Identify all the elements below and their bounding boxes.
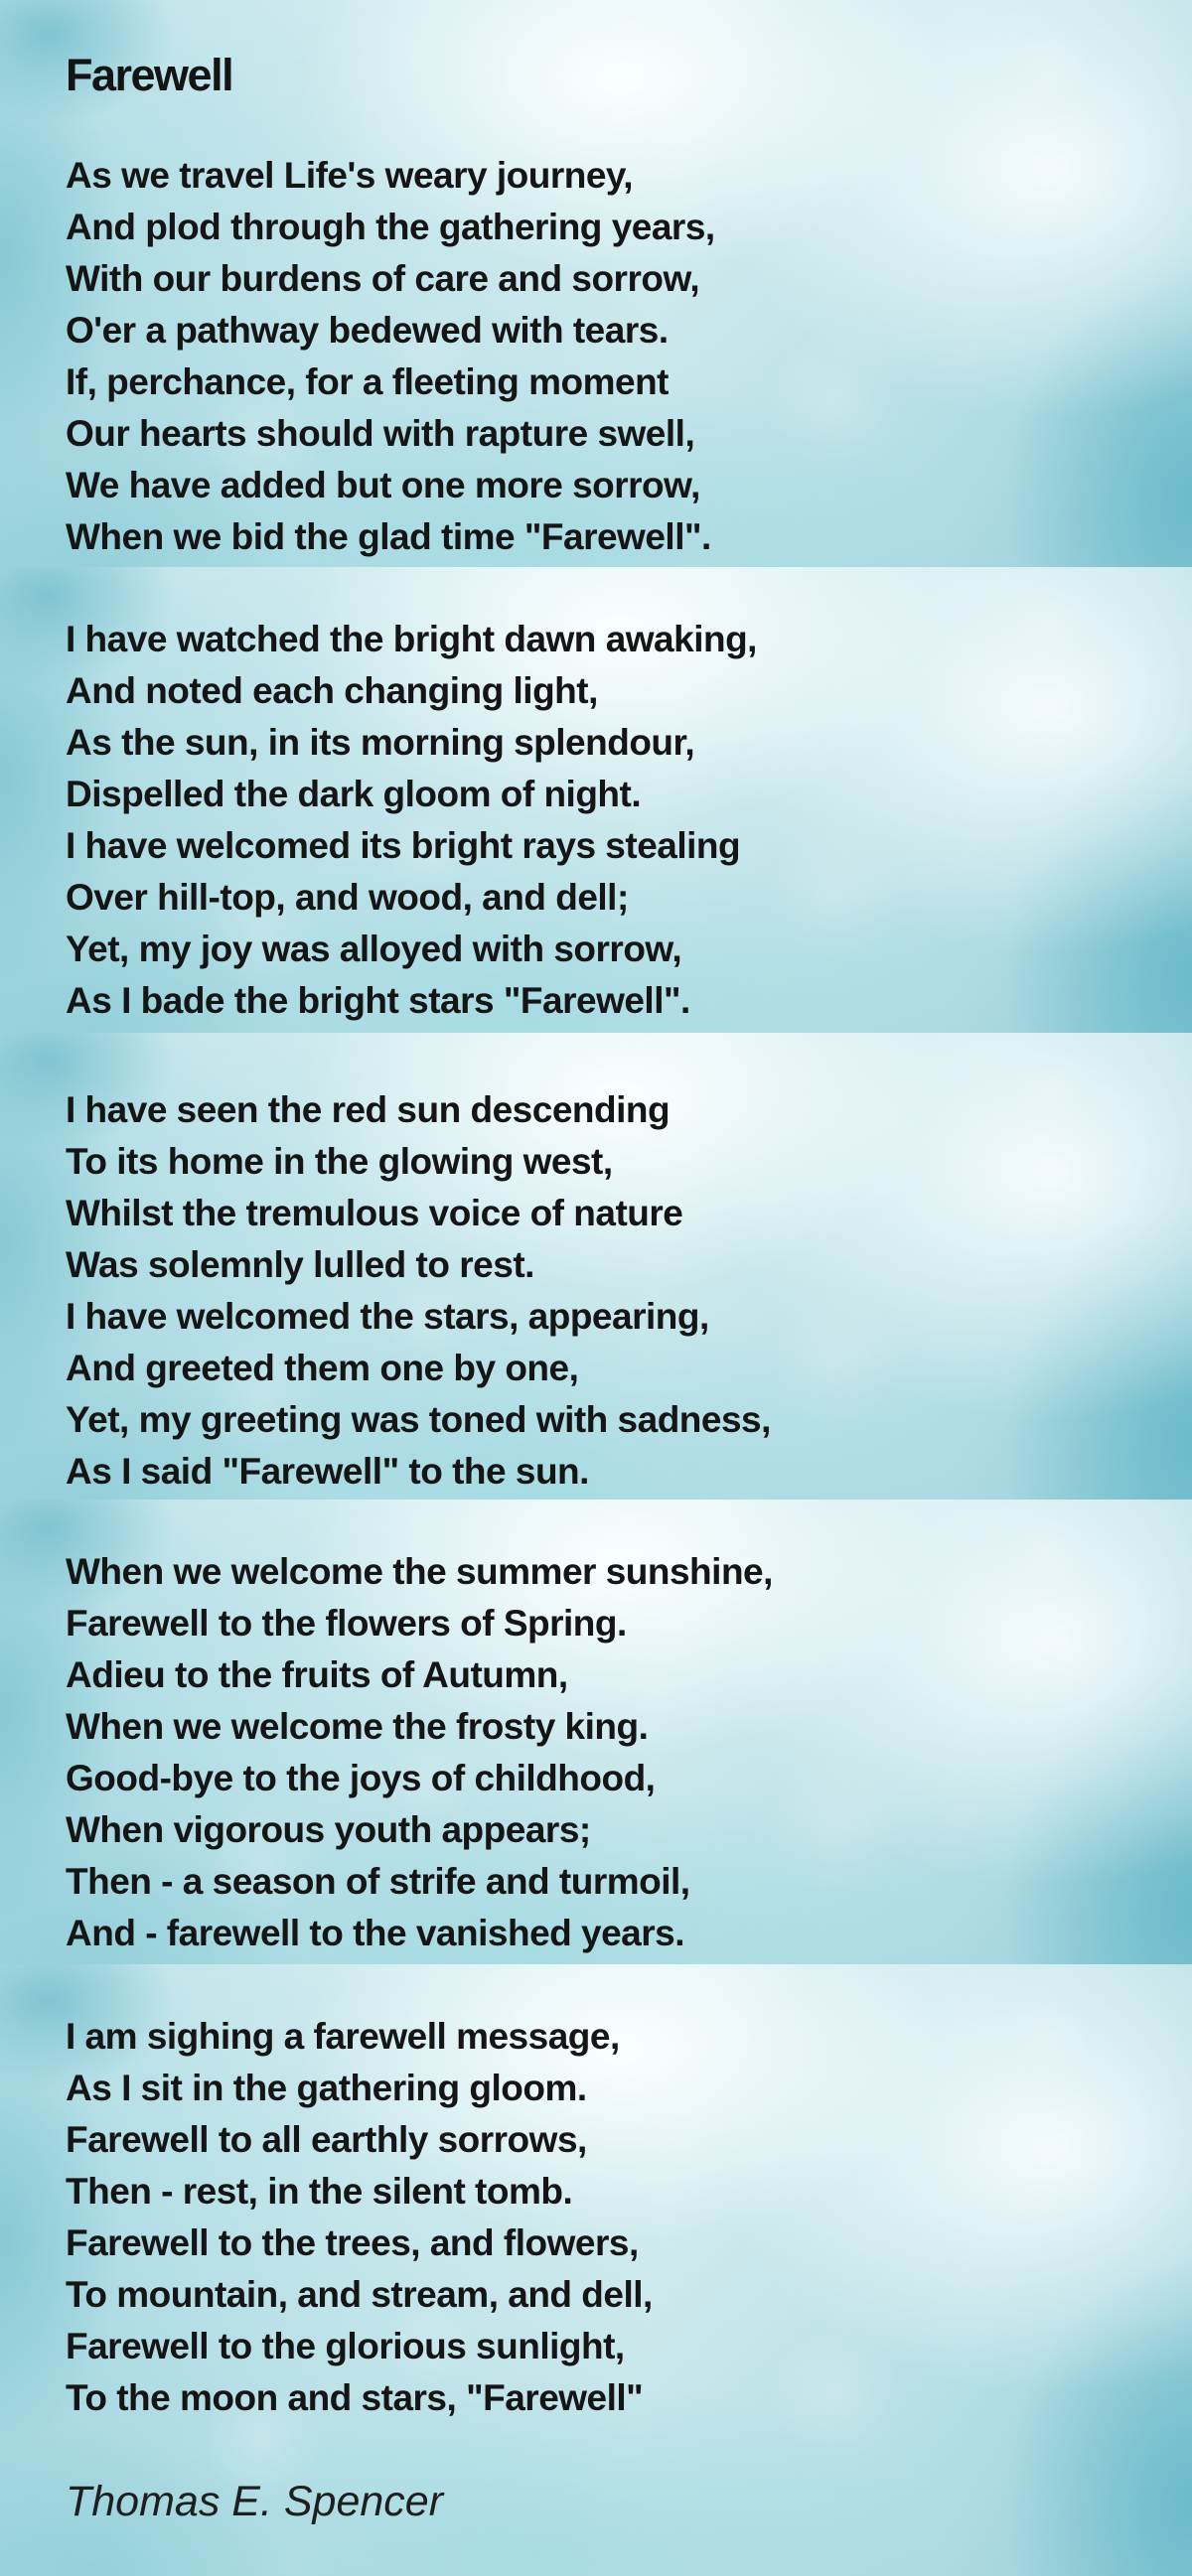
stanza-4 <box>0 1546 1192 1959</box>
poem-line: We have added but one more sorrow, <box>66 465 700 505</box>
stanza-section-1 <box>0 0 1192 567</box>
poem-line: Then - rest, in the silent tomb. <box>66 2171 573 2212</box>
stanza-3 <box>0 1084 1192 1498</box>
poem-line: Good-bye to the joys of childhood, <box>66 1758 656 1798</box>
poem-line: Whilst the tremulous voice of nature <box>66 1193 683 1233</box>
poem-title: Farewell <box>66 50 233 100</box>
stanza-section-2 <box>0 567 1192 1033</box>
poem-line: Farewell to all earthly sorrows, <box>66 2119 587 2160</box>
poem-line: Farewell to the glorious sunlight, <box>66 2326 625 2366</box>
poem-line: If, perchance, for a fleeting moment <box>66 361 670 402</box>
poem-line: To mountain, and stream, and dell, <box>66 2274 653 2315</box>
poem-line: And - farewell to the vanished years. <box>66 1913 685 1953</box>
stanza-1 <box>0 150 1192 563</box>
stanza-2 <box>0 614 1192 1027</box>
poem-line: Yet, my greeting was toned with sadness, <box>66 1399 771 1440</box>
poem-line: Was solemnly lulled to rest. <box>66 1244 534 1285</box>
poem-line: Farewell to the trees, and flowers, <box>66 2222 639 2263</box>
poem-line: Over hill-top, and wood, and dell; <box>66 877 629 918</box>
stanza-section-4 <box>0 1500 1192 1964</box>
poem-line: And greeted them one by one, <box>66 1348 579 1388</box>
poem-line: I have watched the bright dawn awaking, <box>66 619 757 659</box>
poem-line: I have seen the red sun descending <box>66 1089 670 1130</box>
poem-line: When we bid the glad time "Farewell". <box>66 516 711 557</box>
poem-line: And plod through the gathering years, <box>66 207 715 247</box>
poem-line: When vigorous youth appears; <box>66 1809 591 1850</box>
poem-line: Then - a season of strife and turmoil, <box>66 1861 690 1902</box>
poem-line: Farewell to the flowers of Spring. <box>66 1603 627 1644</box>
poem-line: O'er a pathway bedewed with tears. <box>66 310 669 351</box>
poem-line: To the moon and stars, "Farewell" <box>66 2377 644 2418</box>
poem-line: I am sighing a farewell message, <box>66 2016 620 2057</box>
poem-line: As the sun, in its morning splendour, <box>66 722 695 763</box>
poem-line: When we welcome the frosty king. <box>66 1706 649 1747</box>
poem-line: And noted each changing light, <box>66 670 598 711</box>
poem-line: Adieu to the fruits of Autumn, <box>66 1654 568 1695</box>
poem-line: As I sit in the gathering gloom. <box>66 2068 587 2108</box>
stanza-section-5 <box>0 1964 1192 2576</box>
poem-line: When we welcome the summer sunshine, <box>66 1551 773 1592</box>
stanza-5 <box>0 2011 1192 2424</box>
poem-line: With our burdens of care and sorrow, <box>66 258 700 299</box>
poem-line: As I said "Farewell" to the sun. <box>66 1451 589 1492</box>
poem-line: To its home in the glowing west, <box>66 1141 613 1182</box>
poem-line: Our hearts should with rapture swell, <box>66 413 695 454</box>
poem-line: As we travel Life's weary journey, <box>66 155 634 196</box>
poem-line: I have welcomed the stars, appearing, <box>66 1296 709 1337</box>
poem-line: I have welcomed its bright rays stealing <box>66 825 741 866</box>
stanza-section-3 <box>0 1033 1192 1500</box>
poem-line: As I bade the bright stars "Farewell". <box>66 980 690 1021</box>
poem-line: Yet, my joy was alloyed with sorrow, <box>66 929 682 969</box>
poem-line: Dispelled the dark gloom of night. <box>66 774 642 814</box>
author-signature: Thomas E. Spencer <box>66 2478 444 2525</box>
